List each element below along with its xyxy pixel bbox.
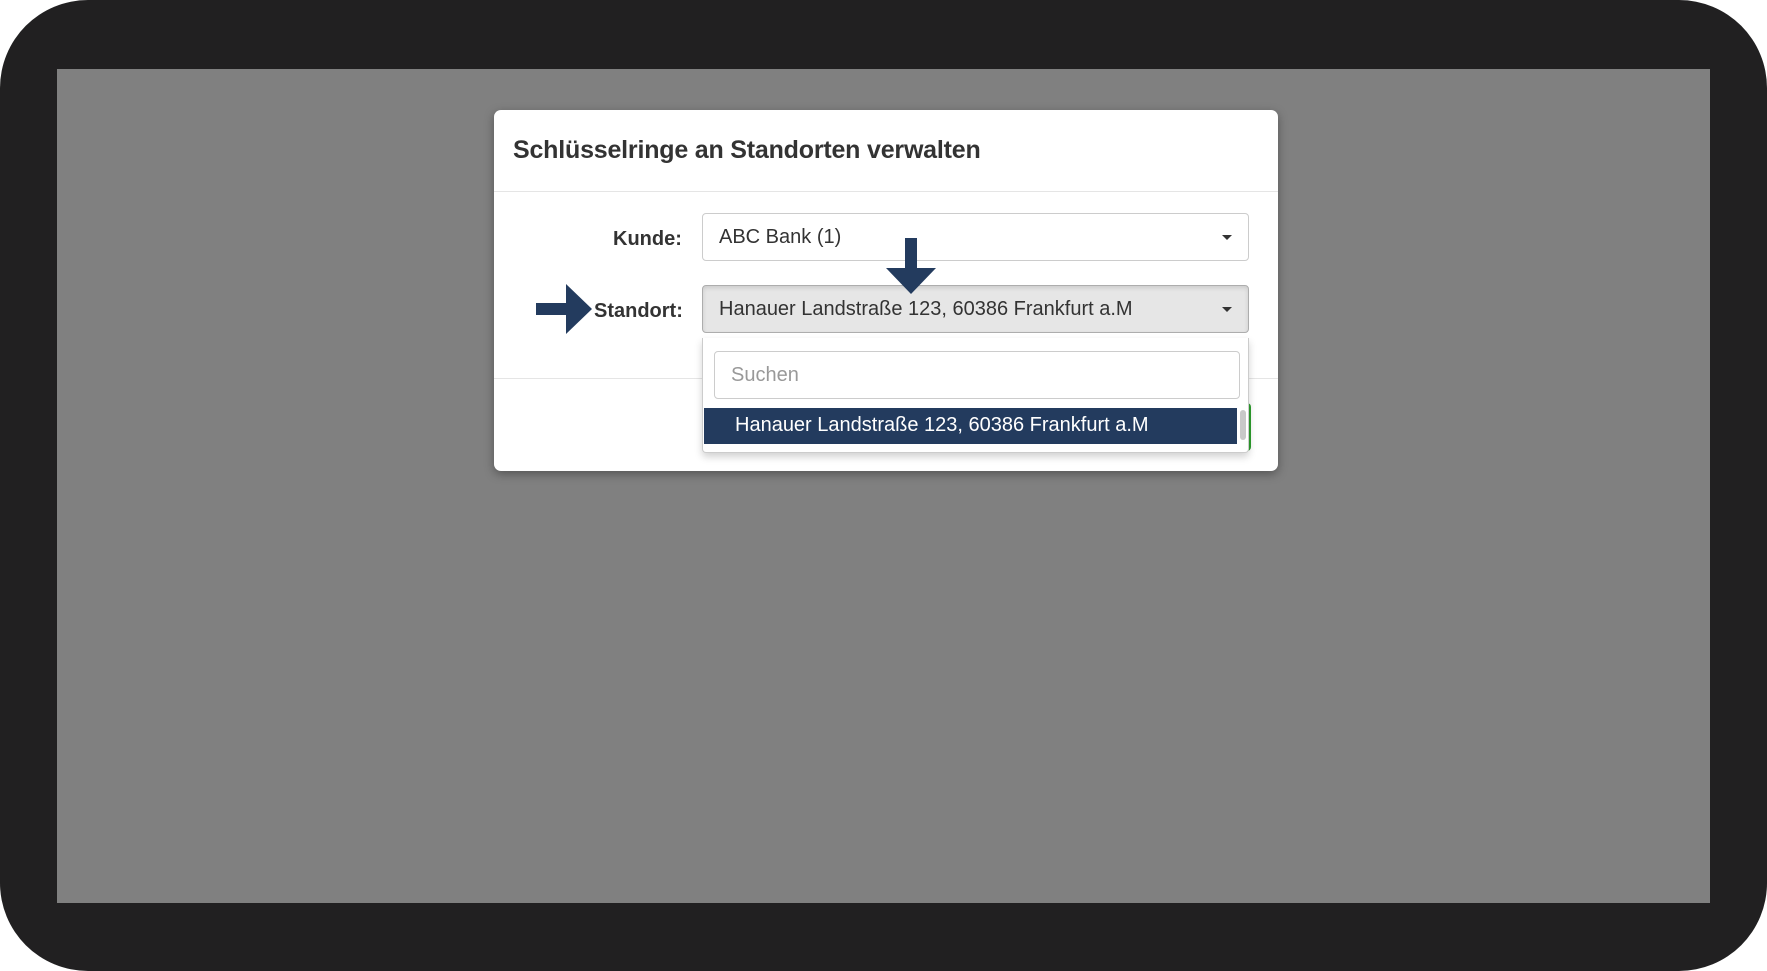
standort-select-value: Hanauer Landstraße 123, 60386 Frankfurt a.M: [719, 298, 1133, 320]
modal-title: Schlüsselringe an Standorten verwalten: [513, 136, 981, 164]
caret-down-icon: [1222, 235, 1232, 240]
standort-dropdown: [702, 338, 1249, 453]
standort-select[interactable]: [702, 285, 1249, 333]
arrow-down-icon: [886, 238, 936, 296]
modal-header: [494, 110, 1278, 192]
kunde-select[interactable]: [702, 213, 1249, 261]
dropdown-search-input[interactable]: [714, 351, 1240, 399]
dropdown-option[interactable]: Hanauer Landstraße 123, 60386 Frankfurt a.M: [704, 408, 1237, 444]
dropdown-scrollbar[interactable]: [1240, 410, 1246, 440]
screen-backdrop: [57, 69, 1710, 903]
arrow-right-icon: [536, 284, 592, 334]
caret-down-icon: [1222, 307, 1232, 312]
standort-label: Standort:: [594, 300, 683, 322]
kunde-select-value: ABC Bank (1): [719, 226, 842, 248]
kunde-label: Kunde:: [613, 228, 682, 250]
